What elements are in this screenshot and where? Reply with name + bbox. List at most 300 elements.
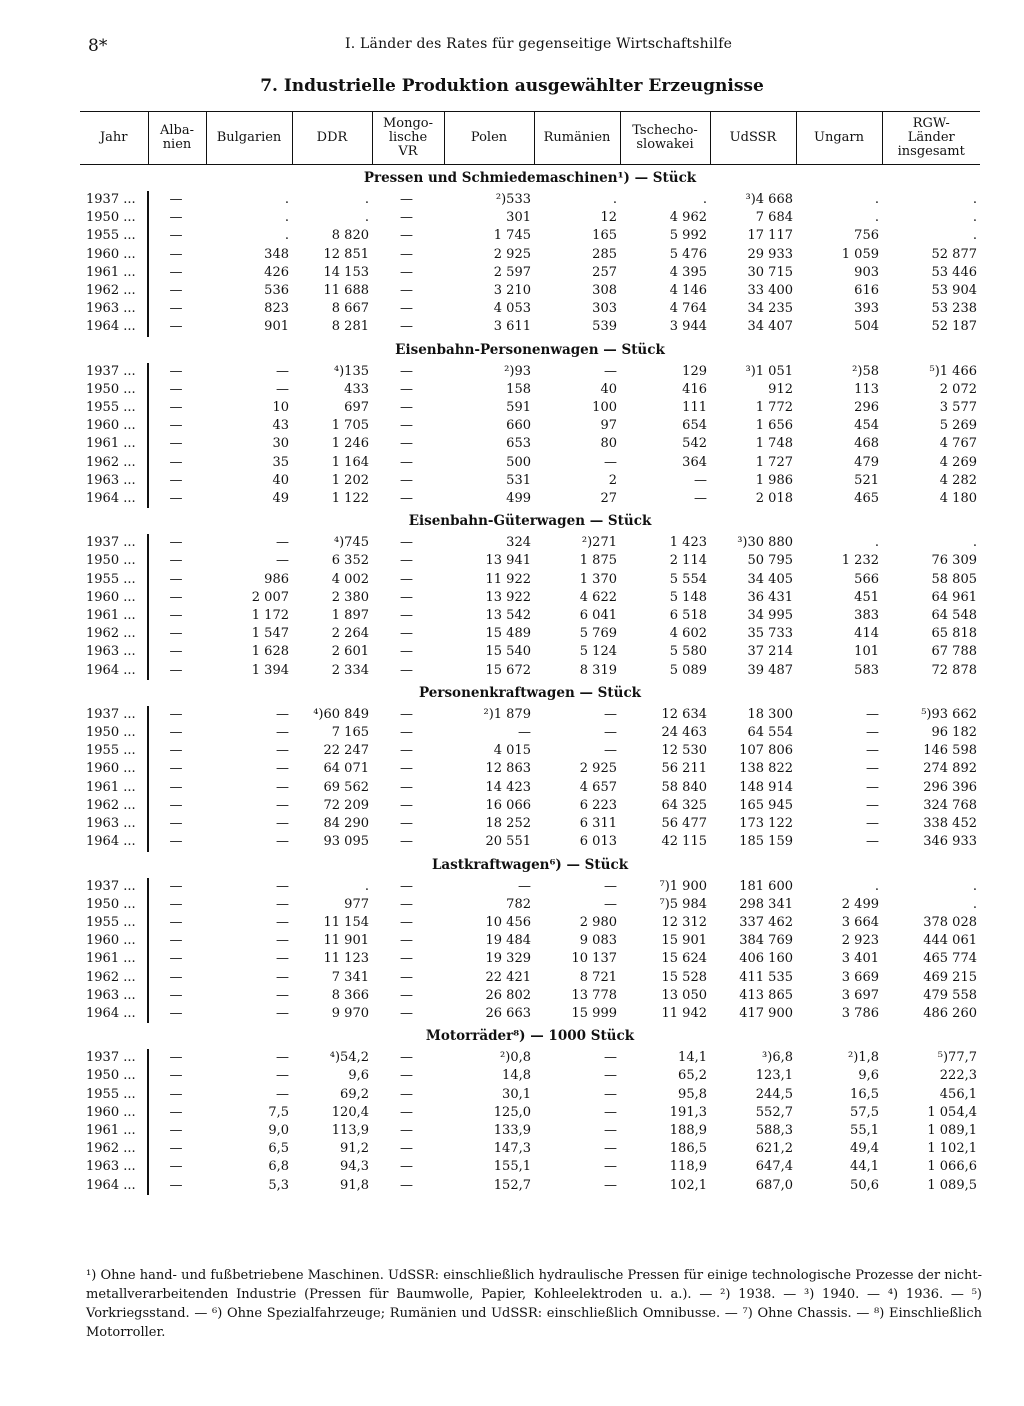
value-cell: 411 535 xyxy=(739,969,793,985)
value-cell: . xyxy=(874,535,879,551)
value-cell: 181 600 xyxy=(739,878,793,894)
value-cell: 11 123 xyxy=(323,951,369,967)
value-cell: — xyxy=(276,878,289,894)
value-cell: — xyxy=(694,491,707,507)
value-cell: — xyxy=(169,589,183,605)
value-cell: 5 124 xyxy=(579,644,617,660)
value-cell: — xyxy=(400,491,413,507)
value-cell: 348 xyxy=(264,246,289,262)
value-cell: — xyxy=(400,228,413,244)
value-cell: — xyxy=(169,491,183,507)
value-cell: 147,3 xyxy=(493,1141,531,1157)
value-cell: . xyxy=(284,192,289,207)
value-cell: — xyxy=(400,1177,413,1193)
value-cell: 8 366 xyxy=(331,987,369,1003)
value-cell: 113,9 xyxy=(331,1122,369,1138)
value-cell: 95,8 xyxy=(678,1086,707,1102)
value-cell: 58 805 xyxy=(931,571,977,587)
value-cell: — xyxy=(276,1050,289,1066)
value-cell: 3 669 xyxy=(841,969,879,985)
table-row xyxy=(80,318,980,336)
value-cell: — xyxy=(400,418,413,434)
table-row xyxy=(80,571,980,589)
value-cell: 52 187 xyxy=(931,319,977,335)
table-row xyxy=(80,589,980,607)
value-cell: 3 611 xyxy=(493,319,531,335)
value-cell: — xyxy=(400,1122,413,1138)
value-cell: 1 875 xyxy=(579,553,617,569)
table-row xyxy=(80,625,980,643)
table-row xyxy=(80,969,980,987)
value-cell: 35 733 xyxy=(747,626,793,642)
table-row xyxy=(80,363,980,381)
value-cell: ²)1,8 xyxy=(848,1050,879,1066)
value-cell: — xyxy=(169,454,183,470)
value-cell: 2 925 xyxy=(493,246,531,262)
value-cell: — xyxy=(169,1005,183,1021)
table-row xyxy=(80,1104,980,1122)
value-cell: 30,1 xyxy=(502,1086,531,1102)
value-cell: — xyxy=(169,878,183,894)
table-row xyxy=(80,300,980,318)
value-cell: 2 007 xyxy=(251,589,289,605)
column-header: UdSSR xyxy=(710,112,796,165)
value-cell: — xyxy=(276,834,289,850)
table-row xyxy=(80,191,980,209)
value-cell: — xyxy=(169,472,183,488)
value-cell: — xyxy=(400,571,413,587)
page-number: 8* xyxy=(88,36,108,56)
value-cell: 296 396 xyxy=(923,779,977,795)
value-cell: 49,4 xyxy=(850,1141,879,1157)
value-cell: 72 878 xyxy=(931,662,977,678)
value-cell: 1 748 xyxy=(755,436,793,452)
value-cell: 188,9 xyxy=(669,1122,707,1138)
value-cell: — xyxy=(866,834,879,850)
value-cell: 7,5 xyxy=(268,1104,289,1120)
value-cell: 1 745 xyxy=(493,228,531,244)
value-cell: 3 664 xyxy=(841,914,879,930)
value-cell: — xyxy=(169,363,183,379)
value-cell: ³)1 051 xyxy=(745,363,793,379)
section-title: Lastkraftwagen⁶) — Stück xyxy=(431,856,629,873)
value-cell: 36 431 xyxy=(747,589,793,605)
value-cell: 4 395 xyxy=(669,264,707,280)
year-cell: 1962 ... xyxy=(80,797,148,815)
value-cell: 173 122 xyxy=(739,816,793,832)
value-cell: . xyxy=(612,192,617,207)
value-cell: 80 xyxy=(600,436,617,452)
year-cell: 1955 ... xyxy=(80,399,148,417)
value-cell: 583 xyxy=(854,662,879,678)
value-cell: 14,1 xyxy=(678,1050,707,1066)
value-cell: — xyxy=(604,1141,617,1157)
table-row xyxy=(80,264,980,282)
value-cell: 903 xyxy=(854,264,879,280)
column-header: Tschecho- slowakei xyxy=(620,112,710,165)
value-cell: 111 xyxy=(682,400,707,416)
value-cell: 9 970 xyxy=(331,1005,369,1021)
value-cell: 2 923 xyxy=(841,933,879,949)
value-cell: 1 066,6 xyxy=(927,1159,977,1175)
value-cell: 30 715 xyxy=(747,264,793,280)
value-cell: 155,1 xyxy=(493,1159,531,1175)
value-cell: 5,3 xyxy=(268,1177,289,1193)
value-cell: 531 xyxy=(506,472,531,488)
value-cell: — xyxy=(276,1005,289,1021)
value-cell: 3 786 xyxy=(841,1005,879,1021)
value-cell: 346 933 xyxy=(923,834,977,850)
table-row xyxy=(80,797,980,815)
value-cell: . xyxy=(702,192,707,207)
value-cell: 19 484 xyxy=(485,933,531,949)
year-cell: 1963 ... xyxy=(80,300,148,318)
year-cell: 1955 ... xyxy=(80,914,148,932)
value-cell: 521 xyxy=(854,472,879,488)
value-cell: — xyxy=(400,1005,413,1021)
value-cell: 22 247 xyxy=(323,743,369,759)
value-cell: 3 697 xyxy=(841,987,879,1003)
year-cell: 1950 ... xyxy=(80,552,148,570)
value-cell: 465 xyxy=(854,491,879,507)
value-cell: — xyxy=(169,381,183,397)
value-cell: — xyxy=(169,608,183,624)
value-cell: . xyxy=(972,878,977,894)
value-cell: 14 153 xyxy=(323,264,369,280)
value-cell: 1 202 xyxy=(331,472,369,488)
value-cell: 384 769 xyxy=(739,933,793,949)
value-cell: 456,1 xyxy=(939,1086,977,1102)
value-cell: 4 767 xyxy=(939,436,977,452)
header-row xyxy=(80,112,980,165)
value-cell: — xyxy=(276,797,289,813)
value-cell: 12 634 xyxy=(661,706,707,722)
value-cell: . xyxy=(364,878,369,894)
year-cell: 1963 ... xyxy=(80,987,148,1005)
value-cell: 26 663 xyxy=(485,1005,531,1021)
value-cell: 285 xyxy=(592,246,617,262)
value-cell: 406 160 xyxy=(739,951,793,967)
value-cell: — xyxy=(169,951,183,967)
value-cell: — xyxy=(400,283,413,299)
value-cell: — xyxy=(276,1086,289,1102)
value-cell: — xyxy=(604,1177,617,1193)
value-cell: 13 050 xyxy=(661,987,707,1003)
value-cell: 6 518 xyxy=(669,608,707,624)
value-cell: — xyxy=(276,987,289,1003)
section-header-row xyxy=(80,165,980,192)
value-cell: — xyxy=(866,816,879,832)
value-cell: 53 238 xyxy=(931,301,977,317)
value-cell: — xyxy=(169,1122,183,1138)
value-cell: 500 xyxy=(506,454,531,470)
value-cell: — xyxy=(169,246,183,262)
value-cell: — xyxy=(400,725,413,741)
table-row xyxy=(80,987,980,1005)
value-cell: 4 282 xyxy=(939,472,977,488)
value-cell: 1 772 xyxy=(755,400,793,416)
value-cell: ⁵)77,7 xyxy=(937,1050,977,1066)
value-cell: — xyxy=(400,363,413,379)
value-cell: 65,2 xyxy=(678,1068,707,1084)
value-cell: 34 235 xyxy=(747,301,793,317)
value-cell: 120,4 xyxy=(331,1104,369,1120)
value-cell: 6,8 xyxy=(268,1159,289,1175)
value-cell: 12 xyxy=(600,210,617,226)
value-cell: — xyxy=(169,896,183,912)
year-cell: 1960 ... xyxy=(80,932,148,950)
value-cell: 274 892 xyxy=(923,761,977,777)
value-cell: ⁷)5 984 xyxy=(659,896,707,912)
value-cell: — xyxy=(400,472,413,488)
year-cell: 1962 ... xyxy=(80,1140,148,1158)
value-cell: 56 477 xyxy=(661,816,707,832)
value-cell: 7 165 xyxy=(331,725,369,741)
value-cell: — xyxy=(400,589,413,605)
value-cell: 1 628 xyxy=(251,644,289,660)
value-cell: 53 904 xyxy=(931,283,977,299)
column-header: Alba- nien xyxy=(148,112,206,165)
value-cell: 8 721 xyxy=(579,969,617,985)
value-cell: — xyxy=(169,301,183,317)
value-cell: 393 xyxy=(854,301,879,317)
value-cell: 364 xyxy=(682,454,707,470)
value-cell: 504 xyxy=(854,319,879,335)
value-cell: — xyxy=(169,662,183,678)
value-cell: ⁵)93 662 xyxy=(921,706,977,722)
value-cell: — xyxy=(400,951,413,967)
value-cell: 3 401 xyxy=(841,951,879,967)
value-cell: — xyxy=(604,1068,617,1084)
value-cell: — xyxy=(604,1122,617,1138)
value-cell: 12 312 xyxy=(661,914,707,930)
value-cell: — xyxy=(400,706,413,722)
year-cell: 1950 ... xyxy=(80,209,148,227)
value-cell: 9,6 xyxy=(858,1068,879,1084)
value-cell: . xyxy=(364,192,369,207)
value-cell: 64 548 xyxy=(931,608,977,624)
value-cell: — xyxy=(400,878,413,894)
value-cell: — xyxy=(400,400,413,416)
value-cell: — xyxy=(400,301,413,317)
value-cell: — xyxy=(400,210,413,226)
value-cell: 2 072 xyxy=(939,381,977,397)
value-cell: 2 334 xyxy=(331,662,369,678)
value-cell: 4 657 xyxy=(579,779,617,795)
value-cell: 654 xyxy=(682,418,707,434)
year-cell: 1950 ... xyxy=(80,1067,148,1085)
value-cell: 24 463 xyxy=(661,725,707,741)
value-cell: 4 764 xyxy=(669,301,707,317)
value-cell: ²)93 xyxy=(504,363,531,379)
value-cell: 539 xyxy=(592,319,617,335)
value-cell: — xyxy=(169,743,183,759)
value-cell: 8 319 xyxy=(579,662,617,678)
value-cell: 2 114 xyxy=(669,553,707,569)
value-cell: 687,0 xyxy=(755,1177,793,1193)
value-cell: 17 117 xyxy=(747,228,793,244)
year-cell: 1963 ... xyxy=(80,643,148,661)
value-cell: . xyxy=(874,192,879,207)
value-cell: ³)30 880 xyxy=(737,535,793,551)
value-cell: — xyxy=(276,969,289,985)
value-cell: 414 xyxy=(854,626,879,642)
value-cell: 57,5 xyxy=(850,1104,879,1120)
value-cell: 12 863 xyxy=(485,761,531,777)
year-cell: 1955 ... xyxy=(80,227,148,245)
value-cell: 4 622 xyxy=(579,589,617,605)
value-cell: 536 xyxy=(264,283,289,299)
table-row xyxy=(80,662,980,680)
value-cell: — xyxy=(169,1177,183,1193)
value-cell: 5 554 xyxy=(669,571,707,587)
value-cell: — xyxy=(604,1086,617,1102)
value-cell: 52 877 xyxy=(931,246,977,262)
value-cell: 647,4 xyxy=(755,1159,793,1175)
value-cell: 1 986 xyxy=(755,472,793,488)
value-cell: 12 530 xyxy=(661,743,707,759)
value-cell: 49 xyxy=(272,491,289,507)
value-cell: 26 802 xyxy=(485,987,531,1003)
value-cell: — xyxy=(400,1050,413,1066)
year-cell: 1937 ... xyxy=(80,706,148,724)
value-cell: 39 487 xyxy=(747,662,793,678)
value-cell: — xyxy=(169,1159,183,1175)
year-cell: 1961 ... xyxy=(80,264,148,282)
year-cell: 1964 ... xyxy=(80,662,148,680)
value-cell: — xyxy=(169,706,183,722)
section-title: Pressen und Schmiedemaschinen¹) — Stück xyxy=(363,170,697,186)
value-cell: 44,1 xyxy=(850,1159,879,1175)
value-cell: — xyxy=(400,192,413,207)
value-cell: 324 768 xyxy=(923,797,977,813)
value-cell: . xyxy=(874,878,879,894)
value-cell: — xyxy=(169,319,183,335)
value-cell: 64 325 xyxy=(661,797,707,813)
value-cell: 338 452 xyxy=(923,816,977,832)
value-cell: — xyxy=(276,951,289,967)
table-row xyxy=(80,454,980,472)
value-cell: 1 705 xyxy=(331,418,369,434)
year-cell: 1962 ... xyxy=(80,282,148,300)
value-cell: 11 688 xyxy=(323,283,369,299)
value-cell: — xyxy=(400,319,413,335)
table-row xyxy=(80,381,980,399)
value-cell: 158 xyxy=(506,381,531,397)
value-cell: 1 232 xyxy=(841,553,879,569)
value-cell: 2 xyxy=(608,472,617,488)
value-cell: ³)6,8 xyxy=(762,1050,793,1066)
value-cell: 566 xyxy=(854,571,879,587)
value-cell: — xyxy=(604,725,617,741)
value-cell: — xyxy=(169,626,183,642)
year-cell: 1962 ... xyxy=(80,454,148,472)
table-row xyxy=(80,399,980,417)
value-cell: 11 922 xyxy=(485,571,531,587)
value-cell: 42 115 xyxy=(661,834,707,850)
value-cell: 7 684 xyxy=(755,210,793,226)
value-cell: 16,5 xyxy=(850,1086,879,1102)
value-cell: — xyxy=(169,264,183,280)
value-cell: — xyxy=(169,436,183,452)
value-cell: — xyxy=(400,264,413,280)
value-cell: 43 xyxy=(272,418,289,434)
value-cell: ²)0,8 xyxy=(500,1050,531,1066)
value-cell: — xyxy=(169,933,183,949)
value-cell: 34 405 xyxy=(747,571,793,587)
section-header-row xyxy=(80,852,980,878)
value-cell: 152,7 xyxy=(493,1177,531,1193)
section-header-row xyxy=(80,680,980,706)
value-cell: — xyxy=(276,743,289,759)
year-cell: 1961 ... xyxy=(80,950,148,968)
value-cell: 185 159 xyxy=(739,834,793,850)
value-cell: — xyxy=(169,1104,183,1120)
value-cell: 1 172 xyxy=(251,608,289,624)
year-cell: 1960 ... xyxy=(80,1104,148,1122)
value-cell: 18 300 xyxy=(747,706,793,722)
value-cell: 15 901 xyxy=(661,933,707,949)
value-cell: — xyxy=(169,192,183,207)
table-row xyxy=(80,534,980,552)
running-head: I. Länder des Rates für gegenseitige Wirtschaftshilfe xyxy=(345,36,733,52)
value-cell: 621,2 xyxy=(755,1141,793,1157)
value-cell: 588,3 xyxy=(755,1122,793,1138)
value-cell: 64 554 xyxy=(747,725,793,741)
value-cell: 55,1 xyxy=(850,1122,879,1138)
table-row xyxy=(80,1049,980,1067)
value-cell: — xyxy=(276,706,289,722)
value-cell: 1 897 xyxy=(331,608,369,624)
value-cell: — xyxy=(400,834,413,850)
value-cell: 37 214 xyxy=(747,644,793,660)
value-cell: 64 961 xyxy=(931,589,977,605)
column-header: Rumänien xyxy=(534,112,620,165)
value-cell: ⁴)60 849 xyxy=(313,706,369,722)
value-cell: 13 922 xyxy=(485,589,531,605)
value-cell: 486 260 xyxy=(923,1005,977,1021)
value-cell: 1 370 xyxy=(579,571,617,587)
value-cell: 34 995 xyxy=(747,608,793,624)
table-row xyxy=(80,1122,980,1140)
value-cell: 479 558 xyxy=(923,987,977,1003)
value-cell: — xyxy=(169,644,183,660)
value-cell: — xyxy=(604,1104,617,1120)
year-cell: 1964 ... xyxy=(80,318,148,336)
value-cell: 15 540 xyxy=(485,644,531,660)
value-cell: 653 xyxy=(506,436,531,452)
table-row xyxy=(80,1005,980,1023)
value-cell: . xyxy=(972,192,977,207)
section-header-row xyxy=(80,1023,980,1049)
section-title: Eisenbahn-Güterwagen — Stück xyxy=(408,513,652,530)
column-header: DDR xyxy=(292,112,372,165)
year-cell: 1955 ... xyxy=(80,571,148,589)
value-cell: — xyxy=(169,779,183,795)
value-cell: — xyxy=(169,418,183,434)
value-cell: — xyxy=(276,914,289,930)
column-header: Bulgarien xyxy=(206,112,292,165)
value-cell: — xyxy=(400,896,413,912)
section-title: Eisenbahn-Personenwagen — Stück xyxy=(395,341,665,358)
value-cell: — xyxy=(169,725,183,741)
value-cell: 782 xyxy=(506,896,531,912)
value-cell: 296 xyxy=(854,400,879,416)
value-cell: — xyxy=(400,246,413,262)
table-row xyxy=(80,724,980,742)
year-cell: 1961 ... xyxy=(80,1122,148,1140)
value-cell: 2 264 xyxy=(331,626,369,642)
